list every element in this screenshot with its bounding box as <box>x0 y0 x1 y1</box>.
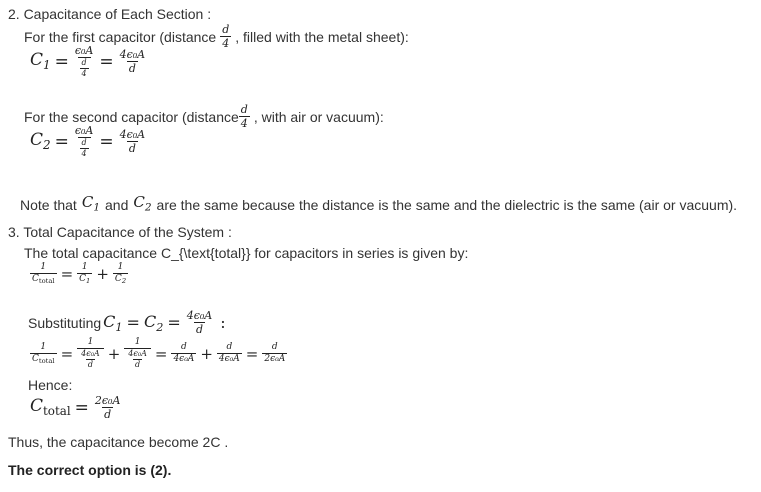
four-eps-a-over-d: $\frac{\text{4ϵ₀A}}{d}$ <box>186 309 213 336</box>
d-over-4-fraction: $\frac{d}{4}$ <box>222 23 230 50</box>
one-over-c1: $\frac{1}{C_1}$ <box>79 262 91 286</box>
series-formula: $\frac{1}{C_{total}}$ = $\frac{1}{C_1}$ + $\frac{1}{C_2}$ <box>32 262 127 286</box>
chain-term-2: $\frac{1}{\frac{\text{4ϵ₀A}}{d}}$ <box>124 338 151 369</box>
ctotal-equation: $C_{total}$ = $\frac{\text{2ϵ₀A}}{d}$ <box>30 394 121 421</box>
c2-symbol: $C_2$ <box>30 130 51 153</box>
step3-intro: The total capacitance C_{\text{total}} for capacitors in series is given by: <box>24 245 469 261</box>
c1-equation: $C_1$ = $\frac{\text{ϵ₀A}}{\frac{d}{4}}$ = $\frac{\text{4ϵ₀A}}{d}$ <box>30 44 146 78</box>
chain-term-4: $\frac{d}{\text{4ϵ₀A}}$ <box>218 342 240 364</box>
c1-inline: $C_1$ <box>81 193 100 214</box>
second-capacitor-text-end: , with air or vacuum): <box>253 108 384 125</box>
first-capacitor-text: For the first capacitor (distance <box>24 28 217 45</box>
c2-result-fraction: $\frac{\text{4ϵ₀A}}{d}$ <box>119 128 146 155</box>
d-over-4-fraction-2: $\frac{d}{4}$ <box>240 103 248 130</box>
chain-term-1: $\frac{1}{\frac{\text{4ϵ₀A}}{d}}$ <box>77 338 104 369</box>
note-line: Note that $C_1$ and $C_2$ are the same because the distance is the same and the dielectric is the same (air or vacuum). <box>20 193 738 214</box>
step2-heading: 2. Capacitance of Each Section : <box>8 6 212 22</box>
c2-equation: $C_2$ = $\frac{\text{ϵ₀A}}{\frac{d}{4}}$ = $\frac{\text{4ϵ₀A}}{d}$ <box>30 124 146 158</box>
c2-fraction: $\frac{\text{ϵ₀A}}{\frac{d}{4}}$ <box>74 124 94 158</box>
chain-term-3: $\frac{d}{\text{4ϵ₀A}}$ <box>173 342 195 364</box>
chain-result: $\frac{d}{\text{2ϵ₀A}}$ <box>264 342 286 364</box>
c1-result-fraction: $\frac{\text{4ϵ₀A}}{d}$ <box>119 48 146 75</box>
step3-heading: 3. Total Capacitance of the System : <box>8 224 232 240</box>
one-over-ctotal: $\frac{1}{C_{total}}$ <box>32 262 55 286</box>
one-over-c2: $\frac{1}{C_2}$ <box>114 262 127 286</box>
hence-label: Hence: <box>28 377 73 393</box>
c2-inline: $C_2$ <box>133 193 152 214</box>
c1-fraction: $\frac{\text{ϵ₀A}}{\frac{d}{4}}$ <box>74 44 94 78</box>
substituting-line: Substituting $C_1$ = $C_2$ = $\frac{\text{4ϵ₀A}}{d}$ : <box>28 309 226 336</box>
first-capacitor-text-end: , filled with the metal sheet): <box>235 28 409 45</box>
correct-option-text: The correct option is (2). <box>8 462 172 478</box>
chain-one-over-ctotal: $\frac{1}{C_{total}}$ <box>32 341 55 365</box>
substitution-chain: $\frac{1}{C_{total}}$ = $\frac{1}{\frac{\text{4ϵ₀A}}{d}}$ + $\frac{1}{\frac{\text{4ϵ₀A}}{d}}$ = $\frac{d}{\text{4ϵ₀A}}$ + $\frac{d}{\text{4ϵ₀A}}$ = $\frac{d}{\text{2ϵ₀A}}$ <box>32 337 286 369</box>
ctotal-fraction: $\frac{\text{2ϵ₀A}}{d}$ <box>94 394 121 421</box>
conclusion-text: Thus, the capacitance become 2C . <box>8 434 229 450</box>
c2-sub: $C_2$ <box>143 311 164 334</box>
c1-symbol: $C_1$ <box>30 50 51 73</box>
ctotal-symbol: $C_{total}$ <box>30 396 71 419</box>
c1-sub: $C_1$ <box>103 311 123 334</box>
second-capacitor-text: For the second capacitor (distance <box>24 108 239 125</box>
